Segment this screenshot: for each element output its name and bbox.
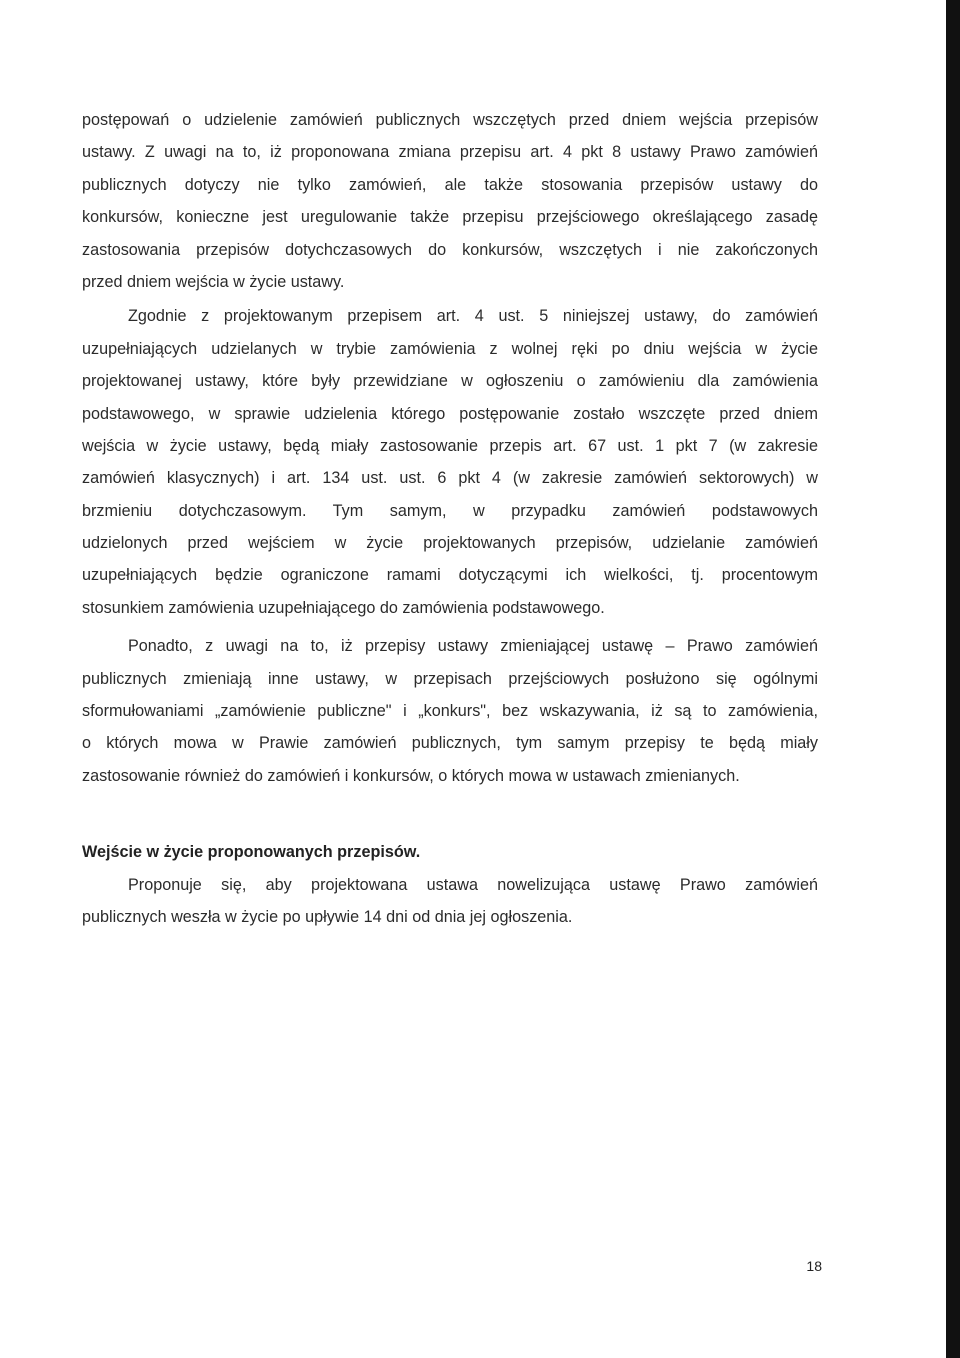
text-line: sformułowaniami „zamówienie publiczne" i „konkurs", bez wskazywania, iż są to zamówienia, xyxy=(82,702,818,721)
text-line: Zgodnie z projektowanym przepisem art. 4 ust. 5 niniejszej ustawy, do zamówień xyxy=(128,307,818,326)
text-line: podstawowego, w sprawie udzielenia którego postępowanie zostało wszczęte przed dniem xyxy=(82,404,818,423)
text-line: o których mowa w Prawie zamówień publicznych, tym samym przepisy te będą miały xyxy=(82,734,818,753)
text-line: ustawy. Z uwagi na to, iż proponowana zmiana przepisu art. 4 pkt 8 ustawy Prawo zamówień xyxy=(82,143,818,162)
text-line: publicznych zmieniają inne ustawy, w przepisach przejściowych posłużono się ogólnymi xyxy=(82,669,818,688)
paragraph-general-wording xyxy=(82,630,818,792)
scan-border xyxy=(946,0,960,1358)
paragraph-entry-into-force xyxy=(82,869,818,934)
text-line: uzupełniających udzielanych w trybie zamówienia z wolnej ręki po dniu wejścia w życie xyxy=(82,339,818,358)
section-heading: Wejście w życie proponowanych przepisów. xyxy=(82,843,421,862)
text-line: Proponuje się, aby projektowana ustawa nowelizująca ustawę Prawo zamówień xyxy=(128,875,818,894)
text-line: przed dniem wejścia w życie ustawy. xyxy=(82,272,345,291)
text-line: stosunkiem zamówienia uzupełniającego do zamówienia podstawowego. xyxy=(82,598,605,617)
text-line: zastosowanie również do zamówień i konkursów, o których mowa w ustawach zmienianych. xyxy=(82,766,740,785)
text-line: uzupełniających będzie ograniczone ramami dotyczącymi ich wielkości, tj. procentowym xyxy=(82,566,818,585)
paragraph-transitional-provisions xyxy=(82,104,818,298)
text-line: brzmieniu dotychczasowym. Tym samym, w przypadku zamówień podstawowych xyxy=(82,501,818,520)
text-line: Ponadto, z uwagi na to, iż przepisy ustawy zmieniającej ustawę – Prawo zamówień xyxy=(128,637,818,656)
text-line: wejścia w życie ustawy, będą miały zastosowanie przepis art. 67 ust. 1 pkt 7 (w zakresie xyxy=(82,436,818,455)
text-line: udzielonych przed wejściem w życie projektowanych przepisów, udzielanie zamówień xyxy=(82,534,818,553)
text-line: postępowań o udzielenie zamówień publicznych wszczętych przed dniem wejścia przepisów xyxy=(82,111,818,129)
text-line: zamówień klasycznych) i art. 134 ust. ust. 6 pkt 4 (w zakresie zamówień sektorowych) w xyxy=(82,469,818,488)
text-line: publicznych weszła w życie po upływie 14 dni od dnia jej ogłoszenia. xyxy=(82,907,573,926)
paragraph-supplementary-orders xyxy=(82,300,818,624)
page-number: 18 xyxy=(806,1258,822,1274)
text-line: publicznych dotyczy nie tylko zamówień, ale także stosowania przepisów ustawy do xyxy=(82,175,818,194)
text-line: projektowanej ustawy, które były przewidziane w ogłoszeniu o zamówieniu dla zamówienia xyxy=(82,372,818,391)
text-line: konkursów, konieczne jest uregulowanie także przepisu przejściowego określającego zasadę xyxy=(82,208,818,227)
document-body xyxy=(82,104,818,933)
text-line: zastosowania przepisów dotychczasowych do konkursów, wszczętych i nie zakończonych xyxy=(82,240,818,259)
